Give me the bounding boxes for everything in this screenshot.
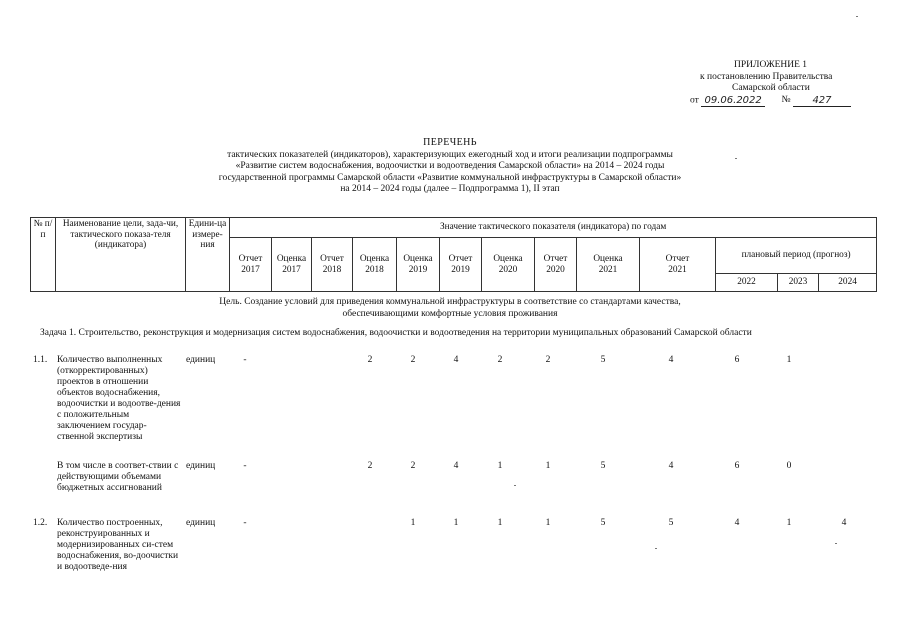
scan-speck bbox=[856, 16, 858, 17]
row-number: 1.2. bbox=[33, 518, 48, 528]
year-header-9: Отчет 2021 bbox=[640, 238, 716, 292]
planned-year-2022: 2022 bbox=[716, 274, 778, 292]
year-header-6: Оценка 2020 bbox=[482, 238, 535, 292]
goal-line-1: Цель. Создание условий для приведения коммунальной инфраструктуры в соответствие со стандартами качества, bbox=[219, 297, 681, 307]
title-line-1: тактических показателей (индикаторов), характеризующих ежегодный ход и итоги реализации подпрограммы bbox=[227, 149, 673, 160]
indicator-name: Количество выполненных (откорректированных) проектов в отношении объектов водоснабжения, водоочистки и водоотве-дения с положительным заключением государ-ственной экспертизы bbox=[57, 355, 181, 442]
year-header-5: Отчет 2019 bbox=[440, 238, 482, 292]
value-cell: 1 bbox=[453, 518, 459, 528]
year-header-7: Отчет 2020 bbox=[535, 238, 577, 292]
scan-speck bbox=[655, 548, 657, 549]
planned-period-header: плановый период (прогноз) bbox=[716, 238, 877, 274]
appendix-region: Самарской области bbox=[732, 83, 810, 93]
value-cell: - bbox=[243, 355, 247, 365]
value-cell: 2 bbox=[410, 461, 416, 471]
value-cell: 0 bbox=[786, 461, 792, 471]
appendix-block bbox=[690, 60, 860, 107]
value-cell: 2 bbox=[545, 355, 551, 365]
title-line-3: государственной программы Самарской области «Развитие коммунальной инфраструктуры в Самарской области» bbox=[218, 172, 682, 183]
value-cell: 1 bbox=[786, 355, 792, 365]
value-cell: 1 bbox=[497, 461, 503, 471]
appendix-date-line bbox=[690, 95, 860, 107]
scan-speck bbox=[835, 543, 837, 544]
value-cell: 6 bbox=[734, 355, 740, 365]
date-field bbox=[701, 95, 765, 107]
unit-cell: единиц bbox=[186, 518, 216, 528]
planned-year-2024: 2024 bbox=[819, 274, 877, 292]
scan-speck bbox=[514, 485, 516, 486]
year-header-8: Оценка 2021 bbox=[577, 238, 640, 292]
row-number: 1.1. bbox=[33, 355, 48, 365]
number-label: № bbox=[781, 95, 791, 105]
value-cell: 5 bbox=[600, 518, 606, 528]
goal-text bbox=[130, 297, 770, 320]
value-cell: 1 bbox=[786, 518, 792, 528]
goal-line-2: обеспечивающими комфортные условия проживания bbox=[342, 308, 558, 319]
title-heading: ПЕРЕЧЕНЬ bbox=[423, 137, 477, 148]
number-field bbox=[793, 95, 851, 107]
planned-year-2023: 2023 bbox=[778, 274, 819, 292]
indicator-header-table bbox=[30, 217, 877, 292]
value-cell: 1 bbox=[545, 461, 551, 471]
value-cell: 4 bbox=[668, 355, 674, 365]
appendix-title: ПРИЛОЖЕНИЕ 1 bbox=[734, 60, 808, 70]
value-cell: 2 bbox=[497, 355, 503, 365]
year-header-1: Оценка 2017 bbox=[272, 238, 312, 292]
value-cell: 4 bbox=[668, 461, 674, 471]
value-cell: 1 bbox=[410, 518, 416, 528]
handwritten-number: 427 bbox=[812, 94, 832, 106]
col-unit-header: Едини-ца измере-ния bbox=[186, 218, 230, 292]
value-cell: 1 bbox=[545, 518, 551, 528]
value-cell: 1 bbox=[497, 518, 503, 528]
year-header-3: Оценка 2018 bbox=[353, 238, 397, 292]
year-header-0: Отчет 2017 bbox=[230, 238, 272, 292]
col-num-header: № п/п bbox=[31, 218, 56, 292]
task-text: Задача 1. Строительство, реконструкция и модернизация систем водоснабжения, водоочистки и водоотведения на территории муниципальных образований Самарской области bbox=[40, 328, 752, 338]
unit-cell: единиц bbox=[186, 461, 216, 471]
value-cell: 5 bbox=[600, 461, 606, 471]
value-cell: 2 bbox=[367, 461, 373, 471]
value-cell: 2 bbox=[410, 355, 416, 365]
value-cell: 2 bbox=[367, 355, 373, 365]
value-cell: 5 bbox=[668, 518, 674, 528]
year-header-4: Оценка 2019 bbox=[397, 238, 440, 292]
value-cell: 4 bbox=[453, 461, 459, 471]
value-cell: 5 bbox=[600, 355, 606, 365]
document-title bbox=[160, 137, 740, 196]
handwritten-date: 09.06.2022 bbox=[704, 94, 762, 106]
title-line-4: на 2014 – 2024 годы (далее – Подпрограмма 1), II этап bbox=[340, 184, 560, 194]
value-cell: - bbox=[243, 461, 247, 471]
value-cell: 4 bbox=[453, 355, 459, 365]
value-cell: 4 bbox=[841, 518, 847, 528]
value-cell: 6 bbox=[734, 461, 740, 471]
col-values-header: Значение тактического показателя (индикатора) по годам bbox=[230, 218, 877, 238]
col-name-header: Наименование цели, зада-чи, тактического показа-теля (индикатора) bbox=[56, 218, 186, 292]
year-header-2: Отчет 2018 bbox=[312, 238, 353, 292]
appendix-subtitle: к постановлению Правительства bbox=[700, 71, 833, 82]
indicator-name: В том числе в соответ-ствии с действующими объемами бюджетных ассигнований bbox=[57, 461, 179, 493]
from-label: от bbox=[690, 95, 699, 105]
value-cell: 4 bbox=[734, 518, 740, 528]
scan-speck bbox=[735, 158, 737, 159]
unit-cell: единиц bbox=[186, 355, 216, 365]
value-cell: - bbox=[243, 518, 247, 528]
indicator-name: Количество построенных, реконструированных и модернизированных си-стем водоснабжения, во-доочистки и водоотведе-ния bbox=[57, 518, 179, 572]
title-line-2: «Развитие систем водоснабжения, водоочистки и водоотведения Самарской области» на 2014 – 2024 годы bbox=[235, 161, 665, 171]
